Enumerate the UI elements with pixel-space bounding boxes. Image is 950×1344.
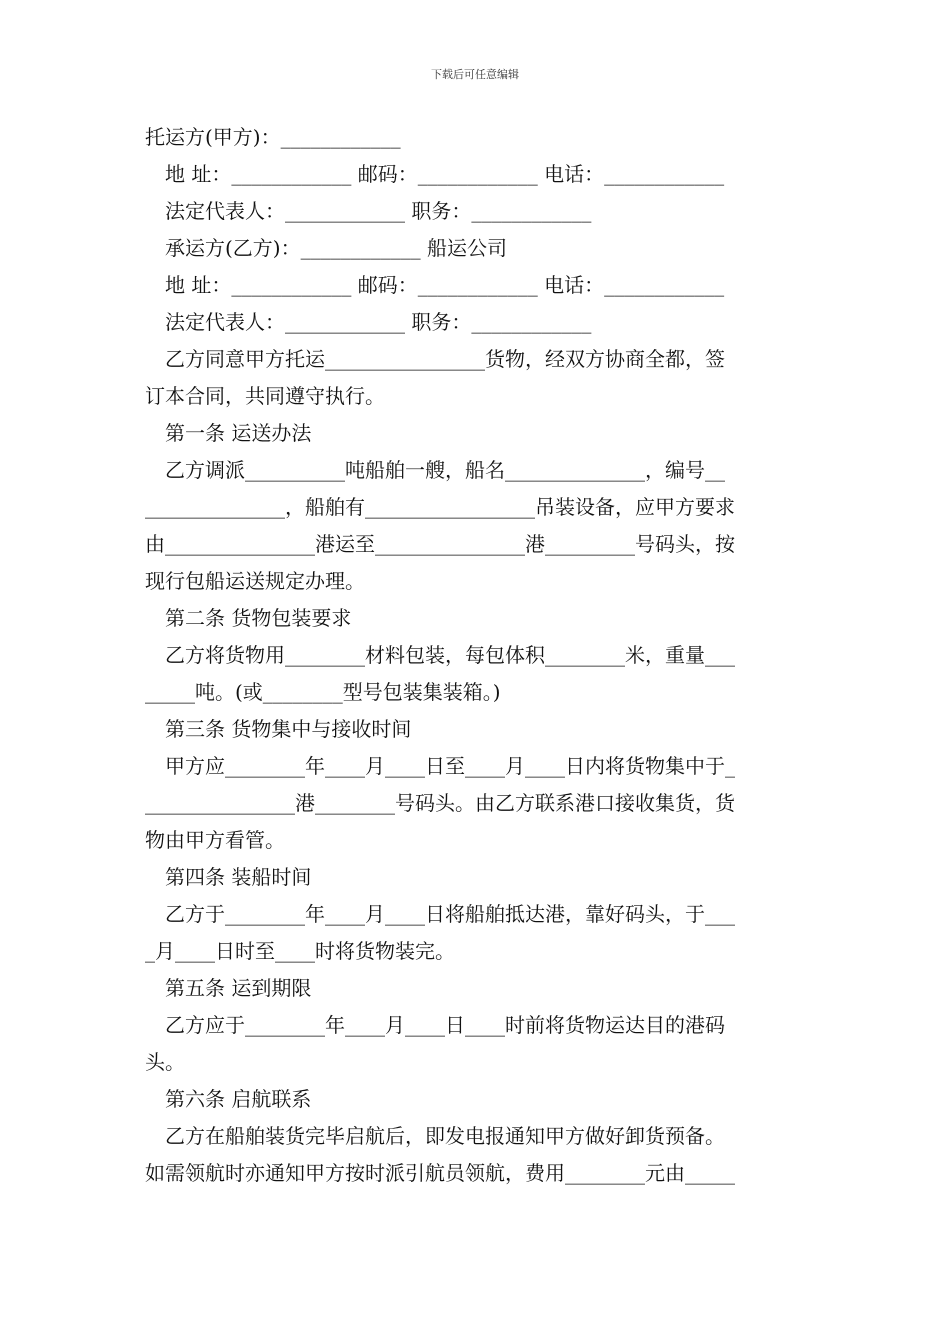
paragraph-line: 头。 [145,1050,185,1074]
page-header: 下载后可任意编辑 [431,68,519,81]
article-heading: 第一条 运送办法 [165,421,312,445]
paragraph-line: _______________港________号码头。由乙方联系港口接收集货，货 [145,791,735,815]
carrier-line: 承运方(乙方)：____________ 船运公司 [165,236,507,260]
carrier-representative-line: 法定代表人：____________ 职务：____________ [165,310,592,334]
article-heading: 第六条 启航联系 [165,1087,312,1111]
paragraph-line: 乙方同意甲方托运________________货物，经双方协商全都，签 [165,347,725,371]
paragraph-line: 乙方应于________年____月____日____时前将货物运达目的港码 [165,1013,725,1037]
article-heading: 第二条 货物包装要求 [165,606,352,630]
paragraph-line: 乙方调派__________吨船舶一艘，船名______________，编号__ [165,458,725,482]
carrier-address-line: 地 址：____________ 邮码：____________ 电话：____________ [165,273,725,297]
article-heading: 第四条 装船时间 [165,865,312,889]
paragraph-line: 如需领航时亦通知甲方按时派引航员领航，费用________元由_____ [145,1161,735,1185]
paragraph-line: 甲方应________年____月____日至____月____日内将货物集中于_ [165,754,735,778]
shipper-representative-line: 法定代表人：____________ 职务：____________ [165,199,592,223]
article-heading: 第五条 运到期限 [165,976,312,1000]
paragraph-line: 由_______________港运至_______________港_________号码头，按 [145,532,735,556]
contract-body [145,119,807,1192]
paragraph-line: ______________，船舶有_________________吊装设备，应甲方要求 [145,495,735,519]
paragraph-line: 订本合同，共同遵守执行。 [145,384,385,408]
paragraph-line: 现行包船运送规定办理。 [145,569,365,593]
shipper-line: 托运方(甲方)：____________ [145,125,401,149]
paragraph-line: _____吨。(或________型号包装集装箱。) [145,680,501,704]
shipper-address-line: 地 址：____________ 邮码：____________ 电话：____________ [165,162,725,186]
paragraph-line: _月____日时至____时将货物装完。 [145,939,455,963]
paragraph-line: 物由甲方看管。 [145,828,285,852]
paragraph-line: 乙方于________年____月____日将船舶抵达港，靠好码头，于___ [165,902,735,926]
paragraph-line: 乙方将货物用________材料包装，每包体积________米，重量___ [165,643,735,667]
article-heading: 第三条 货物集中与接收时间 [165,717,412,741]
paragraph-line: 乙方在船舶装货完毕启航后，即发电报通知甲方做好卸货预备。 [165,1124,725,1148]
